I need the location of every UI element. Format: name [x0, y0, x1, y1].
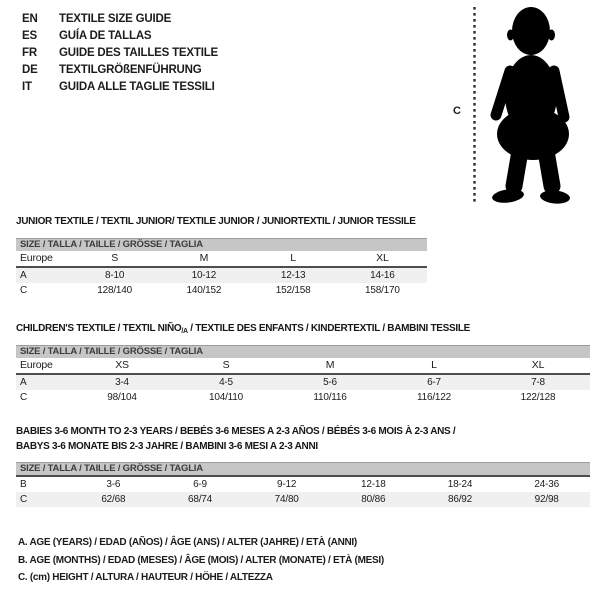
age-years-row — [16, 268, 427, 283]
table-cell: 12-18 — [361, 479, 386, 490]
language-row-es — [22, 28, 218, 45]
table-cell: L — [290, 252, 296, 264]
height-cm-row — [16, 492, 590, 507]
right-arm-shape — [554, 71, 564, 117]
table-cell: 10-12 — [191, 270, 217, 281]
head-shape — [512, 7, 550, 55]
table-cell: 104/110 — [208, 392, 243, 403]
table-cell: M — [199, 252, 209, 264]
table-cell: 62/68 — [101, 494, 126, 505]
row-label: A — [20, 270, 27, 281]
table-cell: 6-9 — [193, 479, 207, 490]
footnote-age-months: B. AGE (MONTHS) / EDAD (MESES) / ÂGE (MOIS) / ALTER (MONATE) / ETÀ (MESI) — [18, 554, 384, 566]
language-row-fr — [22, 45, 218, 62]
table-cell: 14-16 — [370, 270, 395, 281]
table-cell: 92/98 — [534, 494, 559, 505]
table-cell: 158/170 — [365, 285, 400, 296]
table-cell: 12-13 — [280, 270, 306, 281]
children-section-title — [16, 323, 470, 335]
babies-title-line2: BABYS 3-6 MONATE BIS 2-3 JAHRE / BAMBINI 3-6 MESI A 2-3 ANNI — [16, 441, 318, 452]
europe-size-row — [16, 358, 590, 375]
table-cell: 8-10 — [105, 270, 125, 281]
children-size-table — [16, 345, 590, 405]
height-cm-row — [16, 390, 590, 405]
table-cell: S — [111, 252, 119, 264]
table-cell: 9-12 — [277, 479, 297, 490]
row-label: A — [20, 377, 27, 388]
table-cell: 3-4 — [115, 377, 129, 388]
table-cell: 116/122 — [416, 392, 451, 403]
table-cell: 80/86 — [361, 494, 386, 505]
legend-footnotes — [18, 534, 384, 587]
size-header-band: SIZE / TALLA / TAILLE / GRÖSSE / TAGLIA — [16, 238, 427, 251]
row-label: C — [20, 494, 28, 505]
babies-title-line1: BABIES 3-6 MONTH TO 2-3 YEARS / BEBÉS 3-6 MESES A 2-3 AÑOS / BÉBÉS 3-6 MOIS À 2-3 ANS / — [16, 426, 456, 437]
table-cell: 140/152 — [186, 285, 222, 296]
language-row-en — [22, 11, 218, 28]
table-cell: M — [325, 359, 335, 371]
footnote-age-years: A. AGE (YEARS) / EDAD (AÑOS) / ÂGE (ANS) / ALTER (JAHRE) / ETÀ (ANNI) — [18, 537, 357, 548]
table-cell: 24-36 — [534, 479, 559, 490]
language-code: DE — [22, 64, 38, 76]
row-label: C — [20, 285, 28, 296]
row-label: B — [20, 479, 27, 490]
table-cell: 7-8 — [531, 377, 545, 388]
height-measure-label: C — [453, 105, 461, 117]
junior-size-table — [16, 238, 427, 298]
language-code: IT — [22, 81, 32, 93]
table-cell: XS — [115, 359, 129, 371]
children-title-prefix: CHILDREN'S TEXTILE / TEXTIL NIÑO — [16, 323, 182, 334]
language-code: FR — [22, 47, 37, 59]
table-cell: 4-5 — [219, 377, 233, 388]
baby-height-figure — [440, 2, 596, 214]
table-cell: 86/92 — [447, 494, 472, 505]
size-header-band: SIZE / TALLA / TAILLE / GRÖSSE / TAGLIA — [16, 345, 590, 358]
table-cell: 98/104 — [107, 392, 137, 403]
baby-silhouette — [491, 7, 570, 205]
babies-size-table — [16, 462, 590, 507]
table-cell: XL — [376, 252, 389, 264]
table-cell: 68/74 — [187, 494, 212, 505]
baby-silhouette-graphic — [440, 2, 596, 214]
babies-section-title — [16, 424, 455, 454]
size-header-band: SIZE / TALLA / TAILLE / GRÖSSE / TAGLIA — [16, 462, 590, 477]
europe-size-row — [16, 251, 427, 268]
guide-title-de: TEXTILGRÖßENFÜHRUNG — [59, 64, 202, 76]
age-years-row — [16, 375, 590, 390]
table-cell: 122/128 — [520, 392, 556, 403]
table-cell: 18-24 — [447, 479, 473, 490]
table-cell: 128/140 — [97, 285, 132, 296]
table-cell: 110/116 — [313, 392, 347, 403]
age-months-row — [16, 477, 590, 492]
table-cell: 152/158 — [275, 285, 311, 296]
guide-title-en: TEXTILE SIZE GUIDE — [59, 13, 172, 25]
row-label: C — [20, 392, 28, 403]
table-cell: XL — [531, 359, 545, 371]
language-title-list — [22, 11, 218, 96]
right-foot-shape — [539, 189, 570, 205]
table-cell: 74/80 — [274, 494, 299, 505]
row-label: Europe — [20, 252, 53, 264]
shorts-shape — [497, 108, 569, 160]
table-cell: L — [431, 359, 437, 371]
table-cell: 6-7 — [427, 377, 441, 388]
guide-title-es: GUÍA DE TALLAS — [59, 30, 152, 42]
table-cell: 3-6 — [106, 479, 121, 490]
children-title-suffix: / TEXTILE DES ENFANTS / KINDERTEXTIL / BAMBINI TESSILE — [187, 323, 471, 334]
guide-title-it: GUIDA ALLE TAGLIE TESSILI — [59, 81, 215, 93]
guide-title-fr: GUIDE DES TAILLES TEXTILE — [59, 47, 218, 59]
footnote-height-cm: C. (cm) HEIGHT / ALTURA / HAUTEUR / HÖHE / ALTEZZA — [18, 572, 273, 583]
height-cm-row — [16, 283, 427, 298]
table-cell: 5-6 — [323, 377, 337, 388]
language-row-de — [22, 62, 218, 79]
left-leg-shape — [514, 151, 520, 186]
language-row-it — [22, 79, 218, 96]
children-title-subscript: /A — [181, 328, 188, 335]
junior-section-title: JUNIOR TEXTILE / TEXTIL JUNIOR/ TEXTILE JUNIOR / JUNIORTEXTIL / JUNIOR TESSILE — [16, 216, 416, 227]
row-label: Europe — [20, 359, 53, 371]
language-code: ES — [22, 30, 37, 42]
right-leg-shape — [546, 151, 552, 186]
table-cell: S — [222, 359, 230, 371]
language-code: EN — [22, 13, 38, 25]
